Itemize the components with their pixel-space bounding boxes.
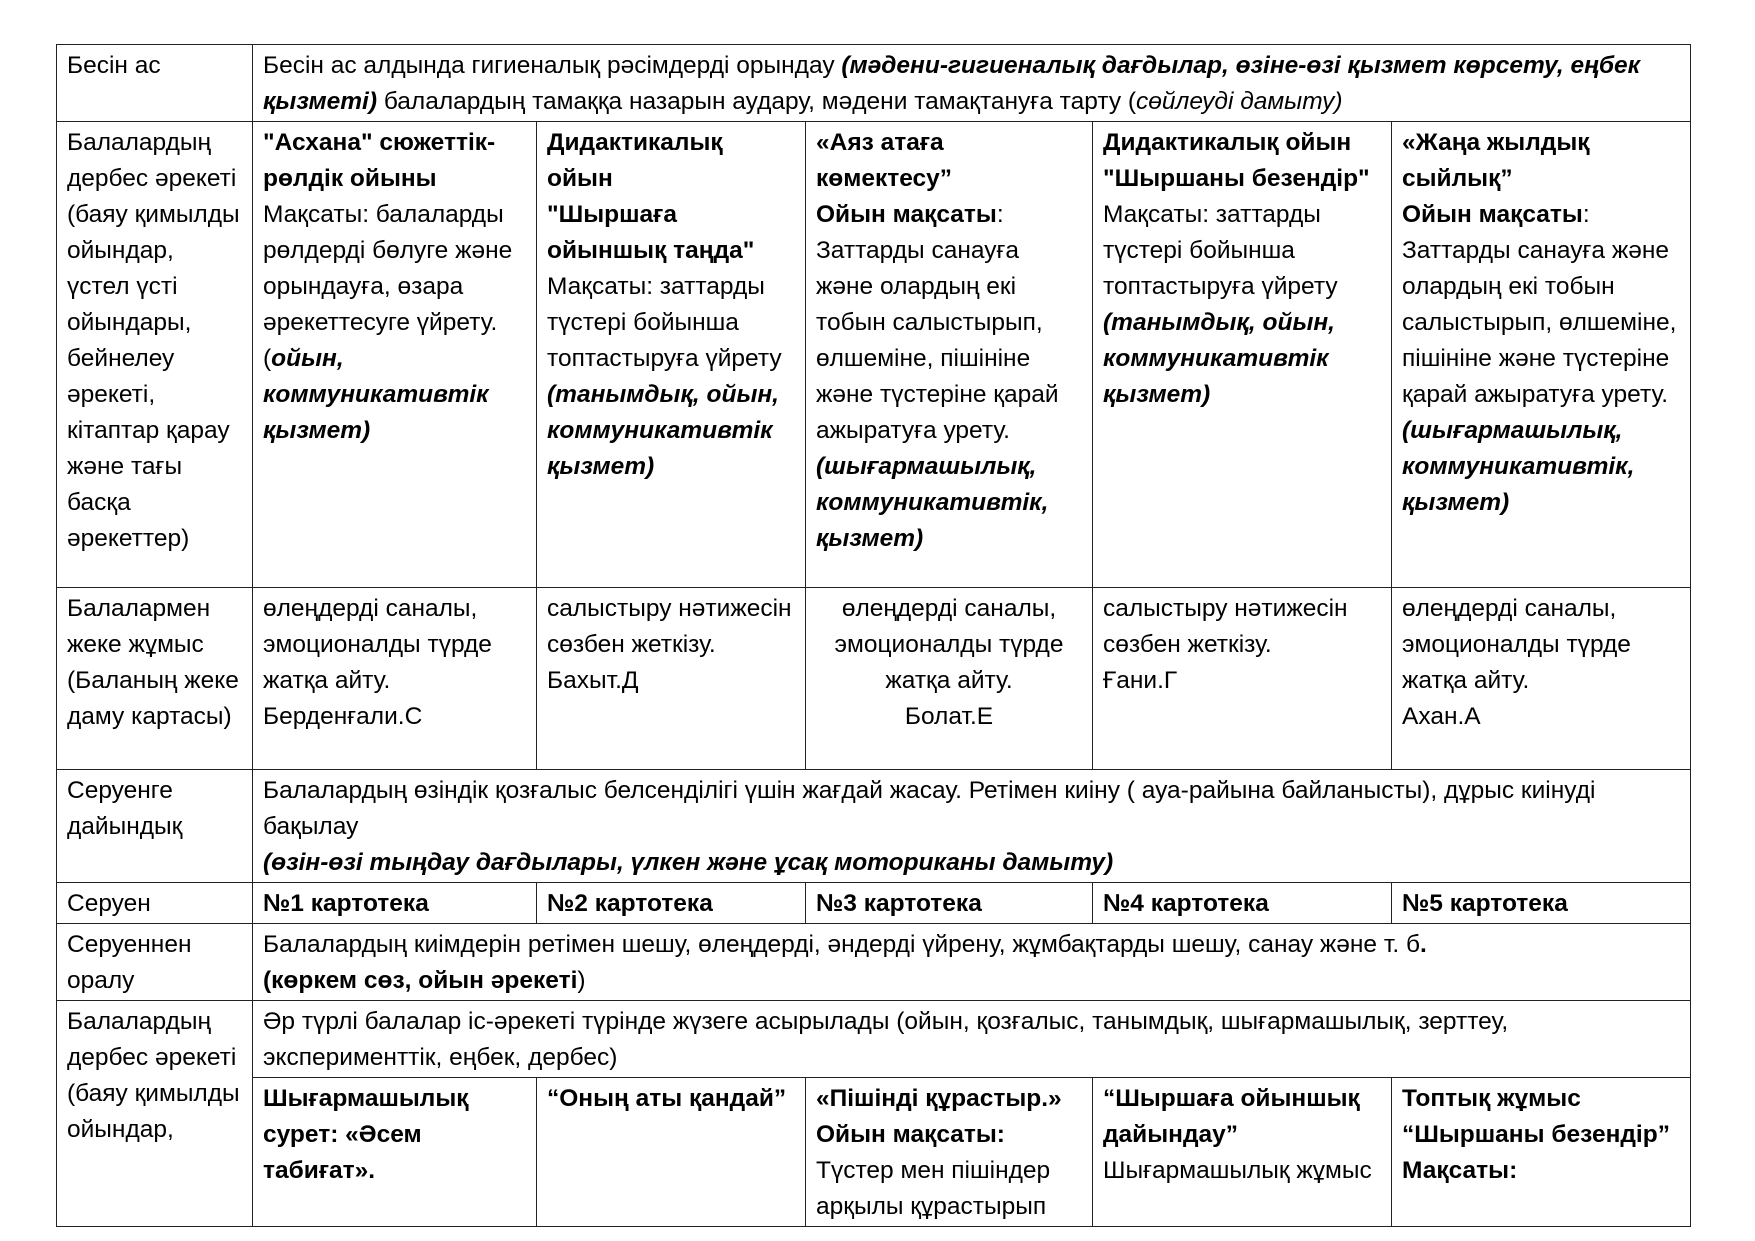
individual-text: салыстыру нәтижесін сөзбен жеткізу.: [1103, 595, 1348, 658]
activity-goal: Мақсаты: заттарды түстері бойынша топтастыруға үйрету: [1103, 201, 1338, 300]
activity-goal: Заттарды санауға және олардың екі тобын салыстырып, өлшеміне, пішініне және түстеріне қарай ажыратуға урету.: [1402, 237, 1677, 408]
row-independent-activity: [57, 122, 1691, 588]
walk-card-1: [253, 883, 537, 924]
return-dot: .: [1420, 931, 1427, 958]
independent-2-text: Әр түрлі балалар іс-әрекеті түрінде жүзеге асырылады (ойын, қозғалыс, танымдық, шығармашылық, зерттеу, эксперименттік, еңбек, дербес): [263, 1008, 1509, 1071]
cell-independent-fri: [1392, 122, 1691, 588]
walk-card-5: [1392, 883, 1691, 924]
activity-title: “Шыршаға ойыншық дайындау”: [1103, 1085, 1360, 1148]
walk-label: Серуен: [67, 890, 151, 917]
cell-independent2-tue: [537, 1078, 806, 1227]
independent-2-label: Балалардың дербес әрекеті (баяу қимылды ойындар,: [67, 1008, 240, 1143]
activity-goal: Мақсаты: заттарды түстері бойынша топтастыруға үйрету: [547, 273, 782, 372]
cell-individual-tue: [537, 588, 806, 770]
activity-tags: ойын, коммуникативтік қызмет): [263, 345, 489, 444]
row-label-lunch: [57, 45, 253, 122]
lunch-text-2: балалардың тамаққа назарын аудару, мәдени тамақтануға тарту (: [377, 88, 1137, 115]
activity-title: Дидактикалық ойын: [1103, 129, 1352, 156]
activity-tags: (танымдық, ойын, коммуникативтік қызмет): [1103, 309, 1335, 408]
walk-prep-tags: (өзін-өзі тыңдау дағдылары, үлкен және ұсақ моториканы дамыту): [263, 849, 1114, 876]
activity-tags: (танымдық, ойын, коммуникативтік қызмет): [547, 381, 779, 480]
cell-independent2-mon: [253, 1078, 537, 1227]
goal-label: Ойын мақсаты: [1402, 201, 1583, 228]
individual-text: өлеңдерді саналы, эмоционалды түрде жатқа айту.: [1402, 595, 1631, 694]
lunch-label: Бесін ас: [67, 52, 161, 79]
row-label-independent-2: [57, 1001, 253, 1227]
row-return: [57, 924, 1691, 1001]
activity-title: "Асхана" сюжеттік-рөлдік ойыны: [263, 129, 496, 192]
card-label: №5 картотека: [1402, 890, 1568, 917]
goal-label: Мақсаты:: [1402, 1157, 1518, 1184]
walk-prep-description: [253, 770, 1691, 883]
activity-title: «Жаңа жылдық сыйлық”: [1402, 129, 1590, 192]
activity-subtitle: "Шыршаға ойыншық таңда": [547, 201, 755, 264]
child-name: Ахан.А: [1402, 703, 1481, 730]
cell-independent2-wed: [806, 1078, 1093, 1227]
child-name: Ғани.Г: [1103, 667, 1178, 694]
activity-tags: (шығармашылық, коммуникативтік, қызмет): [816, 453, 1049, 552]
activity-title: Топтық жұмыс “Шыршаны безендір”: [1402, 1085, 1670, 1148]
cell-individual-wed: [806, 588, 1093, 770]
activity-goal: Мақсаты: балаларды рөлдерді бөлуге және орындауға, өзара әрекеттесуге үйрету.: [263, 201, 513, 336]
return-label: Серуеннен оралу: [67, 931, 192, 994]
independent-label: Балалардың дербес әрекеті (баяу қимылды ойындар, үстел үсті ойындары, бейнелеу әрекеті, кітаптар қарау және тағы басқа әрекеттер): [67, 129, 240, 552]
row-independent-activity-2: [57, 1001, 1691, 1078]
row-walk-prep: [57, 770, 1691, 883]
cell-individual-mon: [253, 588, 537, 770]
activity-tags: (шығармашылық, коммуникативтік, қызмет): [1402, 417, 1635, 516]
goal-colon: :: [996, 201, 1004, 228]
row-independent-activity-2-cells: [57, 1078, 1691, 1227]
child-name: Берденғали.С: [263, 703, 423, 730]
lunch-description: [253, 45, 1691, 122]
cell-independent-thu: [1093, 122, 1392, 588]
child-name: Болат.Е: [904, 703, 994, 730]
card-label: №3 картотека: [816, 890, 982, 917]
individual-text: салыстыру нәтижесін сөзбен жеткізу.: [547, 595, 792, 658]
cell-individual-thu: [1093, 588, 1392, 770]
cell-independent2-thu: [1093, 1078, 1392, 1227]
activity-subtitle: "Шыршаны безендір": [1103, 165, 1370, 192]
row-label-walk: [57, 883, 253, 924]
individual-label: Балалармен жеке жұмыс (Баланың жеке даму картасы): [67, 595, 239, 730]
walk-prep-text: Балалардың өзіндік қозғалыс белсенділігі үшін жағдай жасау. Ретімен киіну ( ауа-райына байланысты), дұрыс киінуді бақылау: [263, 777, 1596, 840]
schedule-table: [56, 44, 1691, 1227]
activity-goal: Заттарды санауға және олардың екі тобын салыстырып, өлшеміне, пішініне және түстеріне қарай ажыратуға урету.: [816, 237, 1059, 444]
card-label: №1 картотека: [263, 890, 429, 917]
cell-independent-tue: [537, 122, 806, 588]
cell-independent-wed: [806, 122, 1093, 588]
return-text: Балалардың киімдерін ретімен шешу, өлеңдерді, әндерді үйрену, жұмбақтарды шешу, санау және т. б: [263, 931, 1421, 958]
lunch-text: Бесін ас алдында гигиеналық рәсімдерді орындау: [263, 52, 842, 79]
row-label-walk-prep: [57, 770, 253, 883]
card-label: №4 картотека: [1103, 890, 1269, 917]
walk-card-3: [806, 883, 1093, 924]
individual-text: өлеңдерді саналы, эмоционалды түрде жатқа айту.: [263, 595, 492, 694]
cell-individual-fri: [1392, 588, 1691, 770]
lunch-tags-2: сөйлеуді дамыту): [1136, 88, 1343, 115]
cell-independent2-fri: [1392, 1078, 1691, 1227]
card-label: №2 картотека: [547, 890, 713, 917]
row-label-return: [57, 924, 253, 1001]
lunch-tags: (мәдени-гигиеналық дағдылар, өзіне-өзі қызмет көрсету, еңбек қызметі): [263, 52, 1641, 115]
cell-independent-mon: [253, 122, 537, 588]
walk-card-4: [1093, 883, 1392, 924]
activity-goal: Түстер мен пішіндер арқылы құрастырып: [816, 1157, 1051, 1220]
activity-title: “Оның аты қандай”: [547, 1085, 787, 1112]
activity-paren: (: [263, 345, 272, 372]
row-label-individual: [57, 588, 253, 770]
return-description: [253, 924, 1691, 1001]
walk-card-2: [537, 883, 806, 924]
row-lunch: [57, 45, 1691, 122]
activity-title: «Аяз атаға көмектесу”: [816, 129, 953, 192]
goal-label: Ойын мақсаты: [816, 201, 997, 228]
child-name: Бахыт.Д: [547, 667, 639, 694]
independent-2-intro: [253, 1001, 1691, 1078]
row-label-independent: [57, 122, 253, 588]
activity-title: «Пішінді құрастыр.»: [816, 1085, 1062, 1112]
return-tags: (көркем сөз, ойын әрекеті: [263, 967, 578, 994]
goal-colon: :: [1582, 201, 1590, 228]
activity-title: Шығармашылық сурет: «Әсем табиғат».: [263, 1085, 469, 1184]
row-walk: [57, 883, 1691, 924]
return-close: ): [577, 967, 586, 994]
goal-label: Ойын мақсаты:: [816, 1121, 1005, 1148]
activity-title: Дидактикалық ойын: [547, 129, 723, 192]
individual-text: өлеңдерді саналы, эмоционалды түрде жатқа айту.: [834, 595, 1064, 694]
activity-text: Шығармашылық жұмыс: [1103, 1157, 1372, 1184]
row-individual-work: [57, 588, 1691, 770]
walk-prep-label: Серуенге дайындық: [67, 777, 183, 840]
